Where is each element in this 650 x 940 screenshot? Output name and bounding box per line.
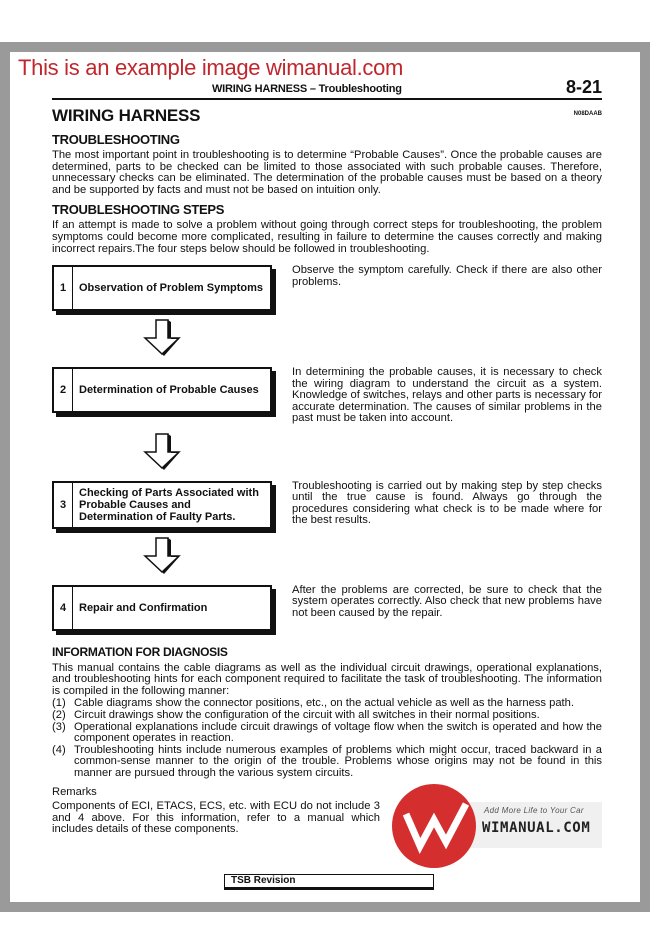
down-arrow-icon (142, 537, 182, 575)
remarks-block (52, 784, 380, 836)
step-label: Checking of Parts Associated with Probable Causes and Determination of Faulty Parts. (79, 486, 259, 523)
step-box-3 (52, 481, 272, 529)
step-number: 3 (54, 483, 73, 527)
step-desc-4: After the problems are corrected, be sure to check that the system operates correctly. Also check that new problems have not been caused by the repair. (292, 583, 602, 619)
remarks-text: Components of ECI, ETACS, ECS, etc. with ECU do not include 3 and 4 above. For this information, refer to a manual which includes details of these components. (52, 800, 380, 836)
diagnosis-list (52, 698, 602, 779)
list-item-text: Cable diagrams show the connector positions, etc., on the actual vehicle as well as the harness path. (74, 697, 574, 710)
step-label: Repair and Confirmation (79, 601, 208, 614)
step-desc-2: In determining the probable causes, it is necessary to check the wiring diagram to understand the circuit as a system. Knowledge of switches, relays and other parts is necessary for accurate determination. The causes of similar problems in the past must be taken into account. (292, 366, 602, 425)
list-item-number: (4) (52, 743, 66, 756)
diagnosis-body: This manual contains the cable diagrams as well as the individual circuit drawings, operational explanations, and troubleshooting hints for each component required to facilitate the task of troubleshooting. The information is compiled in the following manner: (52, 661, 602, 697)
step-row-4 (52, 585, 602, 631)
list-item-number: (2) (52, 709, 66, 722)
remarks-label: Remarks (52, 785, 97, 798)
arrow-row (52, 433, 272, 471)
step-box-1 (52, 265, 272, 311)
steps-body: If an attempt is made to solve a problem without going through correct steps for troubleshooting, the problem symptoms could become more complicated, resulting in failure to determine the causes correctly and making incorrect repairs.The four steps below should be followed in troubleshooting. (52, 219, 602, 255)
diagnosis-heading: INFORMATION FOR DIAGNOSIS (52, 644, 228, 659)
step-box-4 (52, 585, 272, 631)
arrow-row (52, 319, 272, 357)
list-item-text: Operational explanations include circuit drawings of voltage flow when the switch is operated and how the component operates in reaction. (74, 720, 602, 745)
watermark-text: This is an example image wimanual.com (18, 55, 404, 80)
step-desc-3: Troubleshooting is carried out by making step by step checks until the true cause is found. Always go through the procedures considering what check is to be made where for the best results. (292, 479, 602, 527)
step-number: 2 (54, 369, 73, 411)
down-arrow-icon (142, 319, 182, 357)
steps-heading: TROUBLESHOOTING STEPS (52, 202, 225, 218)
logo-circle (392, 784, 476, 868)
w-logo-icon (392, 784, 476, 868)
section-title: WIRING HARNESS – Troubleshooting (212, 83, 402, 95)
troubleshooting-heading: TROUBLESHOOTING (52, 132, 180, 147)
down-arrow-icon (142, 433, 182, 471)
step-row-2 (52, 367, 602, 425)
step-row-1 (52, 265, 602, 311)
logo-tagline: Add More Life to Your Car (484, 805, 584, 815)
step-number: 1 (54, 267, 73, 309)
step-label: Determination of Probable Causes (79, 384, 259, 397)
wimanual-logo[interactable] (392, 784, 602, 868)
manual-page (10, 52, 640, 902)
tsb-revision: TSB Revision (224, 874, 434, 890)
remarks-row (52, 784, 602, 868)
page-header (52, 77, 602, 100)
list-item (52, 710, 602, 722)
list-item (52, 722, 602, 745)
list-item-text: Circuit drawings show the configuration of the circuit with all switches in their normal positions. (74, 709, 540, 722)
list-item-number: (3) (52, 720, 66, 733)
step-number: 4 (54, 587, 73, 629)
list-item-number: (1) (52, 697, 66, 710)
list-item (52, 745, 602, 780)
logo-name: WIMANUAL.COM (482, 819, 591, 836)
page-number: 8-21 (565, 77, 602, 97)
doc-code: N08DAAB (573, 111, 602, 117)
step-label: Observation of Problem Symptoms (79, 282, 263, 295)
troubleshooting-body: The most important point in troubleshooting is to determine “Probable Causes”. Once the probable causes are determined, parts to be checked can be limited to those associated with such probable causes. Therefore, unnecessary checks can be eliminated. The determination of the probable causes must be based on a theory and be supported by facts and must not be based on intuition only. (52, 149, 602, 196)
arrow-row (52, 537, 272, 575)
title-row (52, 106, 602, 126)
page-title: WIRING HARNESS (52, 106, 201, 125)
step-box-2 (52, 367, 272, 413)
list-item-text: Troubleshooting hints include numerous examples of problems which might occur, traced backward in a common-sense manner to the origin of the trouble. Problems whose origins may not be found in this manner are pursued through the various system circuits. (74, 743, 602, 779)
page-frame (0, 42, 650, 912)
step-desc-1: Observe the symptom carefully. Check if there are also other problems. (292, 264, 602, 288)
step-row-3 (52, 481, 602, 529)
